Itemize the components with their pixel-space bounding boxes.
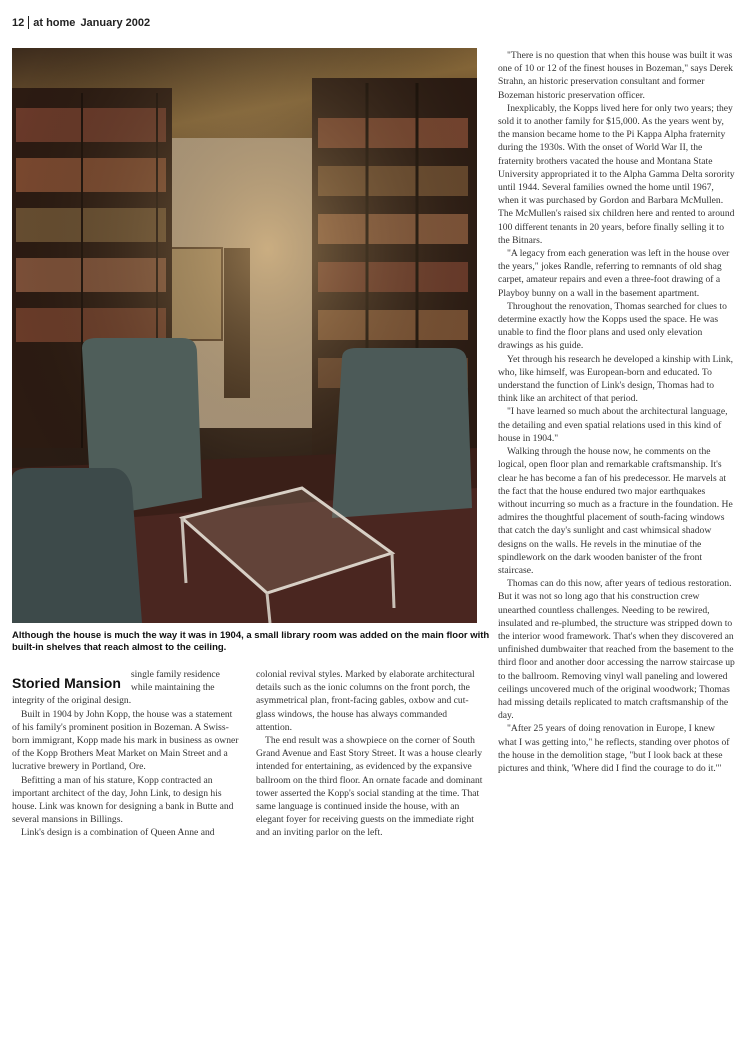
paragraph: Walking through the house now, he comments on the logical, open floor plan and remarkable craftsmanship. It's clear he has become a fan of his predecessor. He marvels at the fact that the house endured two major earthquakes without incurring so much as a fracture in the foundation. He admires the thoughtful placement of south-facing windows that catch the day's sunlight and cast whimsical shadow designs on the walls. He revels in the minutiae of the spindlework on the dark wooden banister of the front staircase. (498, 446, 733, 576)
photo-caption: Although the house is much the way it was in 1904, a small library room was added on the main floor with built-in shelves that reach almost to the ceiling. (12, 630, 490, 653)
paragraph: Inexplicably, the Kopps lived here for only two years; they sold it to another family for $15,000. As the years went by, the mansion became home to the Pi Kappa Alpha fraternity during the 1930s. With the onset of World War II, the fraternity brothers vacated the house and Montana State University appropriated it to the Alpha Gamma Delta sorority until 1944. Several families owned the home until 1967, when it was purchased by Gordon and Barbara McMullen. The McMullen's raised six children here and rented to around 100 different tenants in 20 years, before finally selling it to the Bitnars. (498, 102, 735, 246)
article-column-2 (256, 668, 484, 840)
section-name: at home (33, 16, 76, 29)
paragraph: "After 25 years of doing renovation in Europe, I knew what I was getting into," he reflects, standing over photos of the house in the demolition stage, "but I look back at these pictures and think, 'Where did I find the courage to do it.'" (498, 723, 730, 774)
paragraph: "There is no question that when this house was built it was one of 10 or 12 of the finest houses in Bozeman," says Derek Strahn, an historic preservation consultant and former Bozeman historic preservation officer. (498, 50, 733, 101)
page-number: 12 (12, 16, 25, 29)
paragraph: Built in 1904 by John Kopp, the house was a statement of his family's prominent position in Bozeman. A Swiss-born immigrant, Kopp made his mark in business as owner of the Kopp Brothers Meat Market on Main Street and a lucrative brewery in Portland, Ore. (12, 708, 239, 773)
page-header (12, 16, 150, 29)
issue-date: January 2002 (80, 16, 151, 29)
paragraph: Link's design is a combination of Queen Anne and (21, 827, 215, 839)
paragraph: Throughout the renovation, Thomas searched for clues to determine exactly how the Kopps used the space. He was unable to find the floor plans and used only elevation drawings as his guide. (498, 300, 727, 352)
paragraph: The end result was a showpiece on the corner of South Grand Avenue and East Story Street. It was a house clearly intended for entertaining, as evidenced by the expansive ballroom on the third floor. An ornate facade and dominant tower asserted the Kopp's social standing at the time. That same language is continued inside the house, with an elegant foyer for receiving guests on the immediate right and an inviting parlor on the left. (256, 735, 483, 839)
paragraph: "A legacy from each generation was left in the house over the years," jokes Randle, referring to remnants of old shag carpet, amateur repairs and even a three-foot drawing of a Playboy bunny on a wall in the basement apartment. (498, 248, 730, 299)
article-column-3 (498, 49, 736, 775)
paragraph: Thomas can do this now, after years of tedious restoration. But it was not so long ago that his construction crew unearthed countless challenges. Needing to be rewired, insulated and re-plumbed, the structure was stripped down to the interior wood framework. That's when they discovered an unfinished dumbwaiter that reached from the basement to the third floor and another door accessing the narrow staircase up to the ballroom. Removing vinyl wall paneling and lowered ceilings uncovered much of the original woodwork; Thomas had missing details replicated to match craftsmanship of the day. (498, 578, 735, 722)
header-divider (28, 16, 29, 29)
paragraph: colonial revival styles. Marked by elaborate architectural details such as the ionic columns on the front porch, the asymmetrical plan, front-facing gables, oxbow and cut-glass windows, the house has always commanded attention. (256, 669, 475, 733)
paragraph: "I have learned so much about the architectural language, the detailing and even spatial relations used in this kind of house in 1904." (498, 406, 728, 444)
paragraph: Befitting a man of his stature, Kopp contracted an important architect of the day, John Link, to design his house. Link was known for designing a bank in Butte and several mansions in Billings. (12, 774, 234, 826)
paragraph: Yet through his research he developed a kinship with Link, who, like himself, was European-born and educated. To understand the function of Link's design, Thomas had to think like an architect of that period. (498, 353, 734, 405)
paragraph: single family residence while maintaining the integrity of the original design. (12, 669, 220, 707)
library-photo (12, 48, 477, 623)
article-headline: Storied Mansion (12, 675, 121, 691)
article-column-1 (12, 668, 240, 840)
